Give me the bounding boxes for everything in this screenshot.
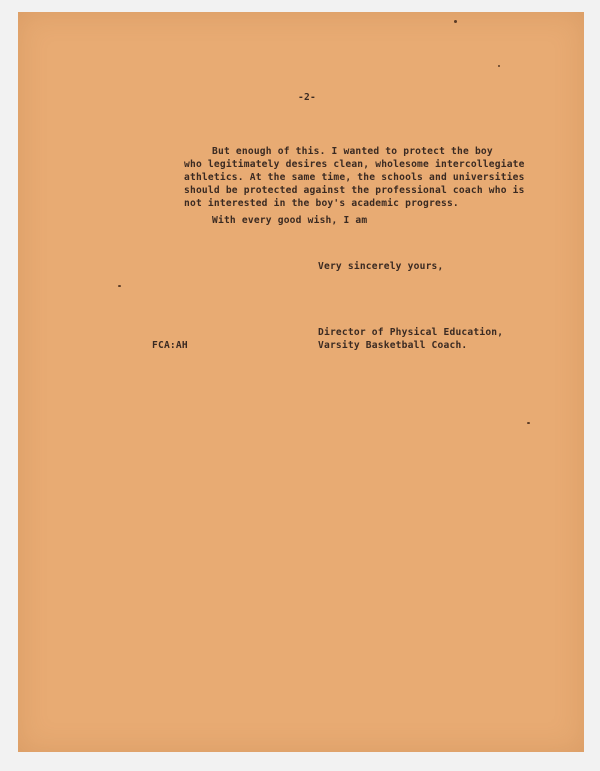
signature-title-line-2: Varsity Basketball Coach. <box>318 340 468 351</box>
paper-speck <box>527 422 530 424</box>
body-line-1: But enough of this. I wanted to protect the boy <box>212 146 493 157</box>
signature-title-line-1: Director of Physical Education, <box>318 327 504 338</box>
paper-speck <box>118 285 121 287</box>
valediction: Very sincerely yours, <box>318 261 444 272</box>
body-line-3: athletics. At the same time, the schools and universities <box>184 172 525 183</box>
reference-initials: FCA:AH <box>152 340 188 351</box>
closing-wish: With every good wish, I am <box>212 215 368 226</box>
body-line-2: who legitimately desires clean, wholesome intercollegiate <box>184 159 525 170</box>
body-line-4: should be protected against the professional coach who is <box>184 185 525 196</box>
page-number: -2- <box>298 92 316 103</box>
paper-speck <box>498 65 500 67</box>
letter-page <box>18 12 584 752</box>
body-line-5: not interested in the boy's academic progress. <box>184 198 459 209</box>
paper-speck <box>454 20 457 23</box>
